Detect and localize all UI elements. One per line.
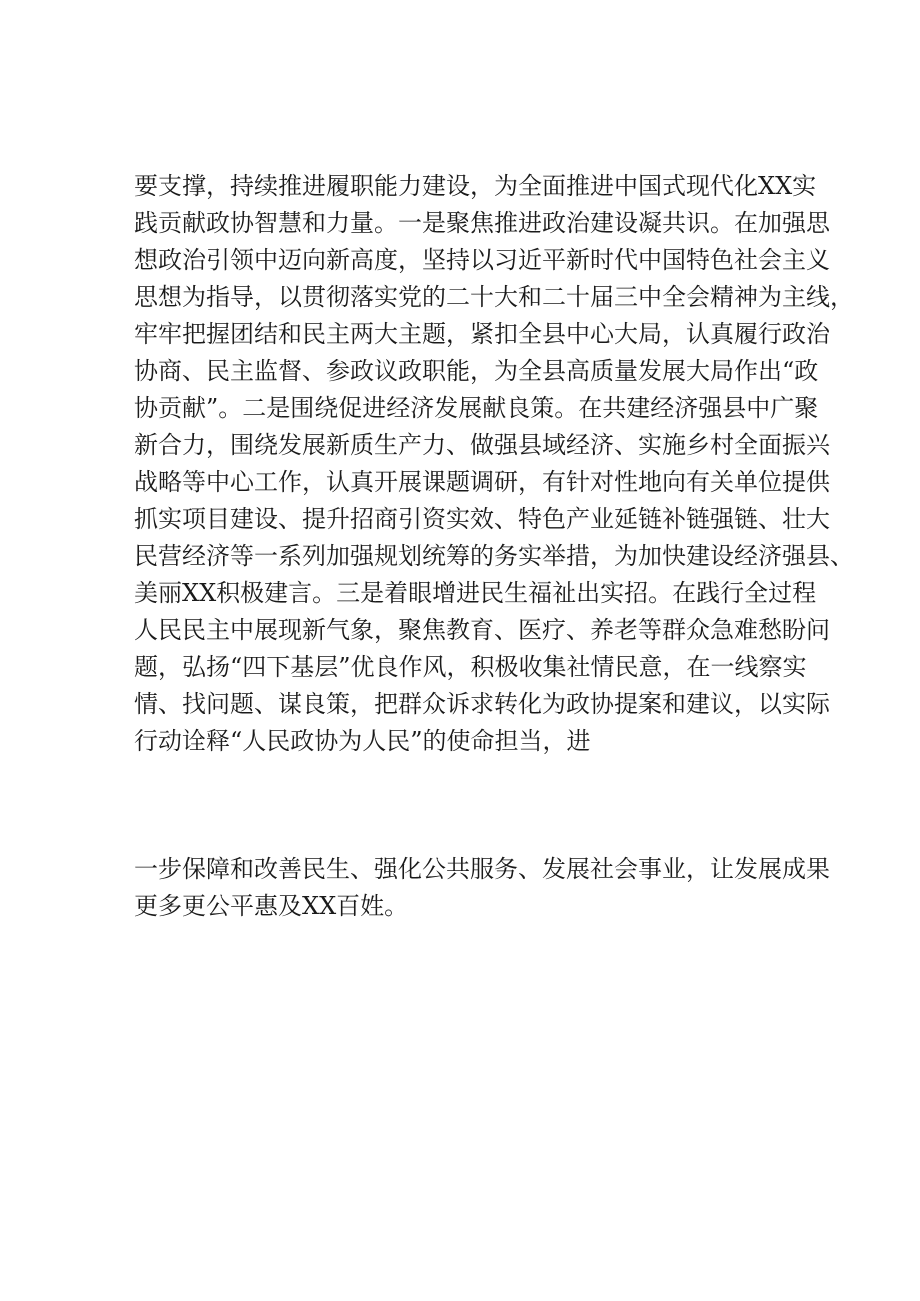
- text-line: 人民民主中展现新气象，聚焦教育、医疗、养老等群众急难愁盼问: [134, 616, 830, 644]
- text-line: 协商、民主监督、参政议政职能，为全县高质量发展大局作出“政: [134, 357, 819, 385]
- text-line: 想政治引领中迈向新高度，坚持以习近平新时代中国特色社会主义: [134, 246, 830, 274]
- text-line: 践贡献政协智慧和力量。一是聚焦推进政治建设凝共识。在加强思: [134, 209, 830, 237]
- text-line: 思想为指导，以贯彻落实党的二十大和二十届三中全会精神为主线，: [134, 283, 854, 311]
- text-line: 情、找问题、谋良策，把群众诉求转化为政协提案和建议，以实际: [134, 690, 830, 718]
- text-line: 一步保障和改善民生、强化公共服务、发展社会事业，让发展成果: [134, 855, 830, 883]
- text-line: 更多更公平惠及XX百姓。: [134, 892, 409, 920]
- text-line: 牢牢把握团结和民主两大主题，紧扣全县中心大局，认真履行政治: [134, 320, 830, 348]
- text-line: 新合力，围绕发展新质生产力、做强县域经济、实施乡村全面振兴: [134, 431, 830, 459]
- text-line: 题，弘扬“四下基层”优良作风，积极收集社情民意，在一线察实: [134, 653, 807, 681]
- text-line: 协贡献”。二是围绕促进经济发展献良策。在共建经济强县中广聚: [134, 394, 819, 422]
- text-line: 民营经济等一系列加强规划统筹的务实举措，为加快建设经济强县、: [134, 542, 854, 570]
- text-line: 抓实项目建设、提升招商引资实效、特色产业延链补链强链、壮大: [134, 505, 830, 533]
- text-line: 战略等中心工作，认真开展课题调研，有针对性地向有关单位提供: [134, 468, 830, 496]
- body-paragraph: [134, 851, 830, 925]
- body-paragraph: [134, 168, 854, 760]
- text-line: 美丽XX积极建言。三是着眼增进民生福祉出实招。在践行全过程: [134, 579, 817, 607]
- text-line: 行动诠释“人民政协为人民”的使命担当，进: [134, 727, 591, 755]
- text-line: 要支撑，持续推进履职能力建设，为全面推进中国式现代化XX实: [134, 172, 817, 200]
